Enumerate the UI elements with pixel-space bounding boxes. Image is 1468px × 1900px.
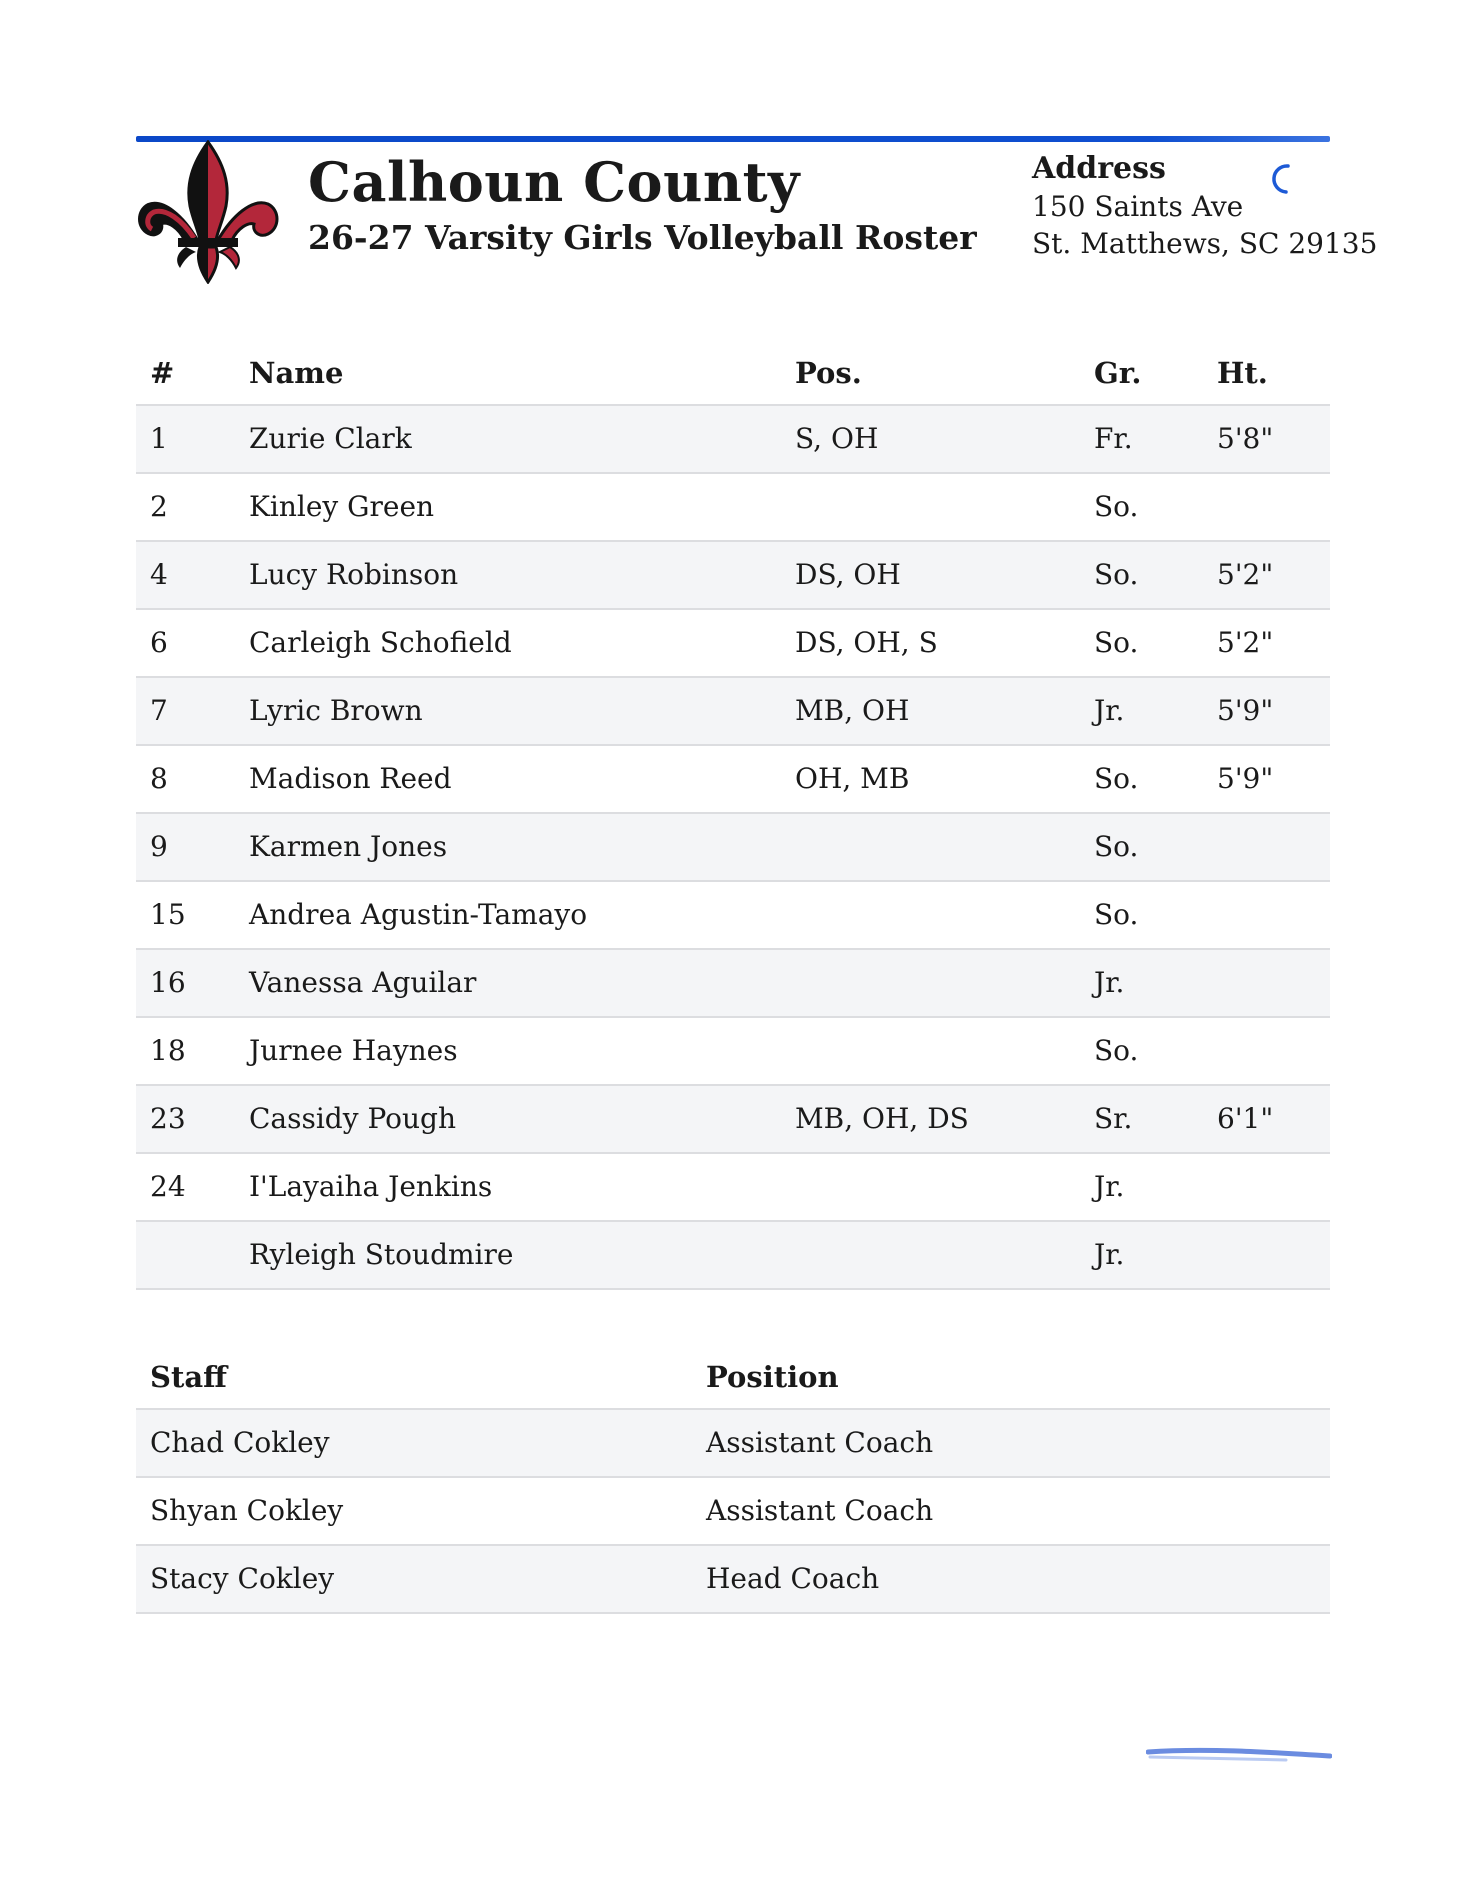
table-row — [136, 746, 1330, 814]
player-grade: Sr. — [1094, 1102, 1133, 1135]
header-position: Pos. — [795, 356, 862, 390]
player-number: 6 — [150, 626, 168, 659]
player-height: 5'9" — [1217, 694, 1274, 727]
player-position: S, OH — [795, 422, 879, 455]
player-name: Ryleigh Stoudmire — [249, 1238, 514, 1271]
player-position: MB, OH — [795, 694, 910, 727]
table-row — [136, 610, 1330, 678]
player-number: 9 — [150, 830, 168, 863]
player-number: 1 — [150, 422, 168, 455]
player-position: OH, MB — [795, 762, 910, 795]
player-name: Lyric Brown — [249, 694, 423, 727]
player-name: Karmen Jones — [249, 830, 448, 863]
table-row — [136, 1018, 1330, 1086]
player-height: 5'2" — [1217, 626, 1274, 659]
staff-table — [136, 1344, 1330, 1614]
staff-name: Stacy Cokley — [150, 1562, 335, 1595]
table-row — [136, 1546, 1330, 1614]
table-row — [136, 1222, 1330, 1290]
player-name: Andrea Agustin-Tamayo — [249, 898, 588, 931]
roster-table — [136, 340, 1330, 1290]
player-name: Carleigh Schofield — [249, 626, 512, 659]
player-height: 5'9" — [1217, 762, 1274, 795]
header-accent-rule — [136, 136, 1330, 142]
player-number: 23 — [150, 1102, 186, 1135]
header-name: Name — [249, 356, 344, 390]
loading-spinner-icon — [1262, 160, 1298, 196]
player-grade: So. — [1094, 558, 1139, 591]
address-line-1: 150 Saints Ave — [1032, 190, 1244, 223]
player-number: 8 — [150, 762, 168, 795]
player-grade: Fr. — [1094, 422, 1133, 455]
table-row — [136, 1410, 1330, 1478]
player-number: 15 — [150, 898, 186, 931]
table-row — [136, 1154, 1330, 1222]
fleur-de-lis-icon — [134, 140, 282, 284]
staff-position: Head Coach — [706, 1562, 880, 1595]
player-position: DS, OH — [795, 558, 901, 591]
table-row — [136, 1086, 1330, 1154]
player-name: Vanessa Aguilar — [249, 966, 477, 999]
player-name: I'Layaiha Jenkins — [249, 1170, 493, 1203]
header-number: # — [150, 356, 175, 390]
staff-header-row — [136, 1344, 1330, 1410]
player-grade: So. — [1094, 762, 1139, 795]
player-height: 5'8" — [1217, 422, 1274, 455]
table-row — [136, 1478, 1330, 1546]
player-position: DS, OH, S — [795, 626, 938, 659]
staff-name: Shyan Cokley — [150, 1494, 344, 1527]
table-row — [136, 950, 1330, 1018]
page-title: Calhoun County — [308, 150, 800, 214]
address-line-2: St. Matthews, SC 29135 — [1032, 227, 1378, 260]
roster-header-row — [136, 340, 1330, 406]
player-grade: So. — [1094, 1034, 1139, 1067]
player-name: Jurnee Haynes — [249, 1034, 458, 1067]
player-number: 24 — [150, 1170, 186, 1203]
player-number: 2 — [150, 490, 168, 523]
player-name: Madison Reed — [249, 762, 452, 795]
header-staff: Staff — [150, 1360, 227, 1394]
table-row — [136, 542, 1330, 610]
player-height: 5'2" — [1217, 558, 1274, 591]
player-grade: Jr. — [1094, 966, 1125, 999]
player-name: Kinley Green — [249, 490, 435, 523]
table-row — [136, 474, 1330, 542]
player-grade: So. — [1094, 626, 1139, 659]
player-grade: So. — [1094, 490, 1139, 523]
player-number: 7 — [150, 694, 168, 727]
staff-position: Assistant Coach — [706, 1494, 934, 1527]
player-name: Lucy Robinson — [249, 558, 459, 591]
staff-name: Chad Cokley — [150, 1426, 330, 1459]
staff-position: Assistant Coach — [706, 1426, 934, 1459]
table-row — [136, 814, 1330, 882]
player-number: 18 — [150, 1034, 186, 1067]
header-height: Ht. — [1217, 356, 1268, 390]
player-position: MB, OH, DS — [795, 1102, 969, 1135]
player-grade: So. — [1094, 830, 1139, 863]
address-label: Address — [1032, 151, 1166, 186]
player-height: 6'1" — [1217, 1102, 1274, 1135]
table-row — [136, 882, 1330, 950]
player-grade: Jr. — [1094, 1170, 1125, 1203]
table-row — [136, 678, 1330, 746]
page-subtitle: 26-27 Varsity Girls Volleyball Roster — [308, 218, 977, 257]
table-row — [136, 406, 1330, 474]
blue-smear-mark-icon — [1146, 1742, 1332, 1764]
player-number: 16 — [150, 966, 186, 999]
player-name: Cassidy Pough — [249, 1102, 457, 1135]
player-name: Zurie Clark — [249, 422, 412, 455]
header-staff-position: Position — [706, 1360, 839, 1394]
header-grade: Gr. — [1094, 356, 1142, 390]
player-grade: Jr. — [1094, 694, 1125, 727]
player-number: 4 — [150, 558, 168, 591]
player-grade: So. — [1094, 898, 1139, 931]
player-grade: Jr. — [1094, 1238, 1125, 1271]
